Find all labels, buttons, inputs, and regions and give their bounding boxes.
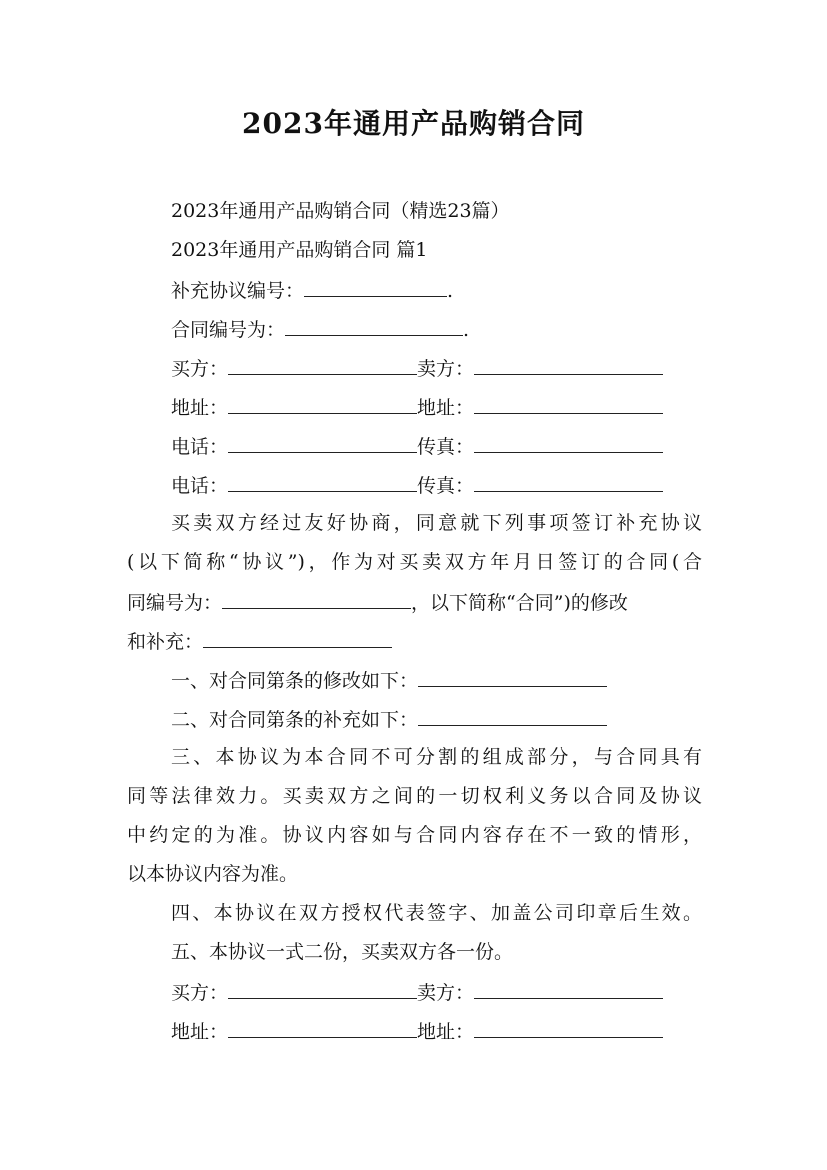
period: . [463, 319, 470, 341]
item-2 [171, 705, 607, 733]
paragraph-1-line-4 [127, 627, 392, 655]
phone-blank[interactable] [228, 471, 417, 492]
document-subtitle: 2023年通用产品购销合同（精选23篇） [171, 200, 510, 222]
phone-label: 电话： [171, 436, 229, 458]
phone-fax-row-1 [171, 432, 663, 460]
contract-number-blank[interactable] [222, 588, 411, 609]
fax-label: 传真： [417, 475, 475, 497]
contract-number-label: 合同编号为： [171, 319, 286, 341]
supplement-number-blank[interactable] [304, 276, 447, 297]
paragraph-1-line-3-rest: ，以下简称“合同”)的修改 [411, 592, 628, 614]
phone-label: 电话： [171, 475, 229, 497]
seller-blank[interactable] [474, 978, 663, 999]
item-4: 四、本协议在双方授权代表签字、加盖公司印章后生效。 [171, 902, 702, 924]
address-row-1 [171, 393, 663, 421]
supplement-number-row [171, 276, 453, 304]
item-5: 五、本协议一式二份，买卖双方各一份。 [171, 941, 514, 963]
item-3-line-3: 中约定的为准。协议内容如与合同内容存在不一致的情形， [127, 824, 702, 846]
contract-number-label: 同编号为： [127, 592, 223, 614]
item-3-line-2: 同等法律效力。买卖双方之间的一切权利义务以合同及协议 [127, 785, 702, 807]
seller-blank[interactable] [474, 354, 663, 375]
paragraph-1-line-1: 买卖双方经过友好协商，同意就下列事项签订补充协议 [171, 512, 702, 534]
item-2-blank[interactable] [418, 705, 607, 726]
buyer-address-blank[interactable] [228, 393, 417, 414]
buyer-blank[interactable] [228, 354, 417, 375]
party-row-1 [171, 354, 663, 382]
item-2-text: 二、对合同第条的补充如下： [171, 709, 419, 731]
item-3-line-4: 以本协议内容为准。 [127, 863, 299, 885]
address-label: 地址： [171, 1021, 229, 1043]
fax-blank[interactable] [474, 471, 663, 492]
item-3-line-1: 三、本协议为本合同不可分割的组成部分，与合同具有 [171, 746, 702, 768]
contract-number-blank[interactable] [285, 315, 463, 336]
paragraph-1-line-3 [127, 588, 628, 616]
buyer-blank[interactable] [228, 978, 417, 999]
address-label: 地址： [417, 397, 475, 419]
address-row-2 [171, 1017, 663, 1045]
period: . [447, 280, 454, 302]
fax-blank[interactable] [474, 432, 663, 453]
contract-number-row [171, 315, 469, 343]
seller-label: 卖方： [417, 982, 475, 1004]
item-1-text: 一、对合同第条的修改如下： [171, 670, 419, 692]
section-heading: 2023年通用产品购销合同 篇1 [171, 239, 428, 261]
supplement-blank[interactable] [203, 627, 392, 648]
address-label: 地址： [171, 397, 229, 419]
item-1 [171, 666, 607, 694]
address-label: 地址： [417, 1021, 475, 1043]
buyer-address-blank[interactable] [228, 1017, 417, 1038]
phone-blank[interactable] [228, 432, 417, 453]
paragraph-1-line-2: (以下简称“协议”)，作为对买卖双方年月日签订的合同(合 [127, 551, 702, 573]
buyer-label: 买方： [171, 982, 229, 1004]
supplement-label: 和补充： [127, 631, 204, 653]
seller-label: 卖方： [417, 358, 475, 380]
seller-address-blank[interactable] [474, 1017, 663, 1038]
fax-label: 传真： [417, 436, 475, 458]
phone-fax-row-2 [171, 471, 663, 499]
supplement-number-label: 补充协议编号： [171, 280, 305, 302]
document-title: 2023年通用产品购销合同 [242, 107, 585, 140]
item-1-blank[interactable] [418, 666, 607, 687]
buyer-label: 买方： [171, 358, 229, 380]
seller-address-blank[interactable] [474, 393, 663, 414]
party-row-2 [171, 978, 663, 1006]
